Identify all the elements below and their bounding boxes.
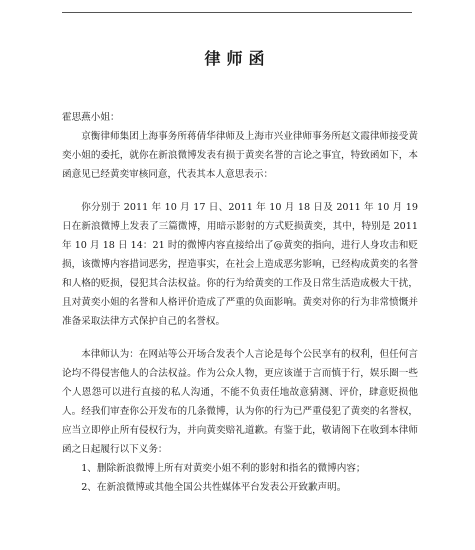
letter-body [62,108,418,497]
paragraph-opinion: 本律师认为：在网站等公开场合发表个人言论是每个公民享有的权利，但任何言论均不得侵害他人的合法权益。作为公众人物，更应该谨于言而慎于行，娱乐圈一些个人恩怨可以进行直接的私人沟通，不能不负责任地故意猜测、评价，肆意贬损他人。经我们审查你公开发布的几条微博，认为你的行为已严重侵犯了黄奕的名誉权，应当立即停止所有侵权行为，并向黄奕赔礼道歉。有鉴于此，敬请阁下在收到本律师函之日起履行以下义务： [62,349,418,455]
list-item-1: 1、删除新浪微博上所有对黄奕小姐不利的影射和指名的微博内容； [81,463,366,474]
top-rule-divider [62,12,412,13]
paragraph-gap [62,184,418,198]
letter-title: 律师函 [204,49,271,68]
salutation: 霍思燕小姐： [62,112,120,123]
list-item-2: 2、在新浪微博或其他全国公共性媒体平台发表公开致歉声明。 [81,482,347,493]
paragraph-intro: 京衡律师集团上海事务所蒋倩华律师及上海市兴业律师事务所赵文霞律师接受黄奕小姐的委托，就你在新浪微博发表有损于黄奕名誉的言论之事宜，特致函如下，本函意见已经黄奕审核同意，代表其本人意思表示： [62,131,418,180]
paragraph-gap [62,331,418,345]
paragraph-facts: 你分别于 2011 年 10 月 17 日、2011 年 10 月 18 日及 2011 年 10 月 19 日在新浪微博上发表了三篇微博，用暗示影射的方式贬损黄奕，其中，特别是 2011 年 10 月 18 日 14：21 时的微博内容直接给出了@黄奕的指向，进行人身攻击和贬损，该微博内容措词恶劣，捏造事实，在社会上造成恶劣影响，已经构成黄奕的名誉和人格的贬损，侵犯其合法权益。你的行为给黄奕的工作及日常生活造成极大干扰，且对黄奕小姐的名誉和人格评价造成了严重的负面影响。黄奕对你的行为非常愤慨并准备采取法律方式保护自己的名誉权。 [62,202,418,327]
